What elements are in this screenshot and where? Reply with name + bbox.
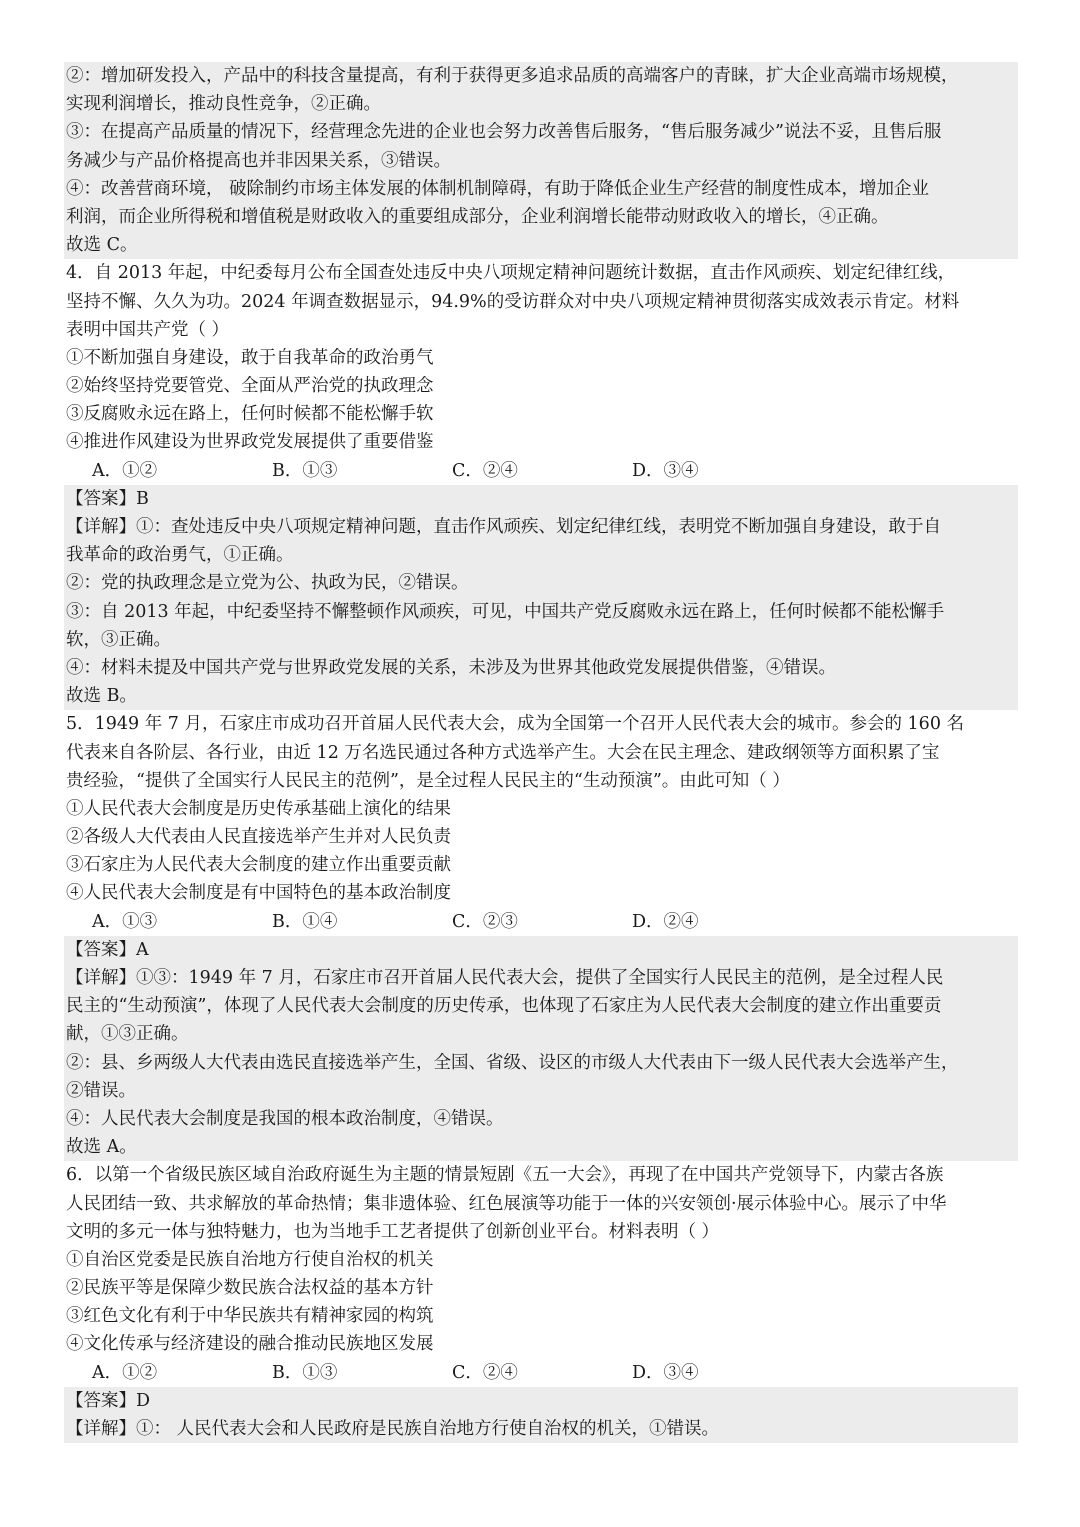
answer-options xyxy=(64,1359,1018,1387)
statement: ④推进作风建设为世界政党发展提供了重要借鉴 xyxy=(66,432,434,453)
page-content xyxy=(64,62,1018,1443)
explanation-line: 民主的“生动预演”，体现了人民代表大会制度的历史传承，也体现了石家庄为人民代表大会制度的建立作出重要贡 xyxy=(66,996,942,1017)
statement: ②各级人大代表由人民直接选举产生并对人民负责 xyxy=(66,827,451,848)
explanation-line: 故选 B。 xyxy=(66,686,137,707)
text-line: ④：改善营商环境， 破除制约市场主体发展的体制机制障碍，有助于降低企业生产经营的制度性成本，增加企业 xyxy=(66,178,930,199)
question-4 xyxy=(64,259,1018,710)
text-line: 6．以第一个省级民族区域自治政府诞生为主题的情景短剧《五一大会》，再现了在中国共产党领导下，内蒙古各族 xyxy=(66,1165,944,1186)
explanation-line: 故选 A。 xyxy=(66,1137,137,1158)
answer-block xyxy=(64,485,1018,711)
statement: ③石家庄为人民代表大会制度的建立作出重要贡献 xyxy=(66,855,451,876)
option-c: C．②④ xyxy=(452,460,518,481)
statement-list xyxy=(64,344,1018,457)
text-line: 务减少与产品价格提高也并非因果关系，③错误。 xyxy=(66,150,451,171)
explanation-line: ②：党的执政理念是立党为公、执政为民，②错误。 xyxy=(66,573,469,594)
option-b: B．①④ xyxy=(272,911,338,932)
q3-explanation-tail xyxy=(64,62,1018,259)
text-line: 文明的多元一体与独特魅力，也为当地手工艺者提供了创新创业平台。材料表明（ ） xyxy=(66,1221,720,1242)
statement: ③反腐败永远在路上，任何时候都不能松懈手软 xyxy=(66,404,434,425)
answer-options xyxy=(64,908,1018,936)
text-line: ②：增加研发投入，产品中的科技含量提高，有利于获得更多追求品质的高端客户的青睐，扩大企业高端市场规模， xyxy=(66,66,959,86)
option-b: B．①③ xyxy=(272,1362,338,1383)
explanation-line: 献，①③正确。 xyxy=(66,1024,189,1045)
explanation-line: 【详解】①： 人民代表大会和人民政府是民族自治地方行使自治权的机关，①错误。 xyxy=(66,1419,720,1439)
option-c: C．②④ xyxy=(452,1362,518,1383)
explanation-line: 软，③正确。 xyxy=(66,629,171,650)
answer-line: 【答案】B xyxy=(66,488,149,509)
statement: ④人民代表大会制度是有中国特色的基本政治制度 xyxy=(66,883,451,904)
explanation-line: ②错误。 xyxy=(66,1080,136,1101)
statement: ①人民代表大会制度是历史传承基础上演化的结果 xyxy=(66,798,451,819)
statement: ③红色文化有利于中华民族共有精神家园的构筑 xyxy=(66,1306,434,1327)
explanation-line: 【详解】①：查处违反中央八项规定精神问题，直击作风顽疾、划定纪律红线，表明党不断加强自身建设，敢于自 xyxy=(66,517,941,537)
option-a: A．①② xyxy=(92,1362,158,1383)
explanation-line: 我革命的政治勇气，①正确。 xyxy=(66,545,294,566)
option-a: A．①② xyxy=(92,460,158,481)
text-line: 5．1949 年 7 月，石家庄市成功召开首届人民代表大会，成为全国第一个召开人民代表大会的城市。参会的 160 名 xyxy=(66,714,965,735)
text-line: 4．自 2013 年起，中纪委每月公布全国查处违反中央八项规定精神问题统计数据，直击作风顽疾、划定纪律红线， xyxy=(66,263,956,284)
explanation-line: ④：人民代表大会制度是我国的根本政治制度，④错误。 xyxy=(66,1108,504,1129)
answer-line: 【答案】D xyxy=(66,1390,151,1411)
option-d: D．③④ xyxy=(632,460,699,481)
statement-list xyxy=(64,1246,1018,1359)
option-d: D．③④ xyxy=(632,1362,699,1383)
answer-block xyxy=(64,1387,1018,1443)
statement: ②始终坚持党要管党、全面从严治党的执政理念 xyxy=(66,376,434,397)
statement-list xyxy=(64,795,1018,908)
option-a: A．①③ xyxy=(92,911,158,932)
option-c: C．②③ xyxy=(452,911,518,932)
option-b: B．①③ xyxy=(272,460,338,481)
text-line: 表明中国共产党（ ） xyxy=(66,319,230,340)
answer-options xyxy=(64,457,1018,485)
explanation-line: 【详解】①③：1949 年 7 月，石家庄市召开首届人民代表大会，提供了全国实行人民民主的范例，是全过程人民 xyxy=(66,968,944,988)
text-line: 实现利润增长，推动良性竞争，②正确。 xyxy=(66,94,381,115)
text-line: 利润，而企业所得税和增值税是财政收入的重要组成部分，企业利润增长能带动财政收入的增长，④正确。 xyxy=(66,206,889,227)
statement: ④文化传承与经济建设的融合推动民族地区发展 xyxy=(66,1334,434,1355)
question-stem xyxy=(64,259,1018,344)
explanation-line: ②：县、乡两级人大代表由选民直接选举产生，全国、省级、设区的市级人大代表由下一级人民代表大会选举产生， xyxy=(66,1052,959,1073)
question-stem xyxy=(64,1161,1018,1246)
explanation-line: ③：自 2013 年起，中纪委坚持不懈整顿作风顽疾，可见，中国共产党反腐败永远在路上，任何时候都不能松懈手 xyxy=(66,601,945,622)
option-d: D．②④ xyxy=(632,911,699,932)
text-line: 坚持不懈、久久为功。2024 年调查数据显示，94.9%的受访群众对中央八项规定精神贯彻落实成效表示肯定。材料 xyxy=(66,291,960,312)
text-line: 贵经验，“提供了全国实行人民民主的范例”，是全过程人民民主的“生动预演”。由此可知（ ） xyxy=(66,770,790,791)
question-6 xyxy=(64,1161,1018,1443)
statement: ①不断加强自身建设，敢于自我革命的政治勇气 xyxy=(66,347,434,368)
text-line: 人民团结一致、共求解放的革命热情；集非遗体验、红色展演等功能于一体的兴安领创·展示体验中心。展示了中华 xyxy=(66,1193,947,1214)
text-line: 故选 C。 xyxy=(66,235,138,256)
text-line: 代表来自各阶层、各行业，由近 12 万名选民通过各种方式选举产生。大会在民主理念、建政纲领等方面积累了宝 xyxy=(66,742,940,763)
answer-block xyxy=(64,936,1018,1162)
statement: ②民族平等是保障少数民族合法权益的基本方针 xyxy=(66,1278,434,1299)
answer-line: 【答案】A xyxy=(66,939,149,960)
question-5 xyxy=(64,710,1018,1161)
statement: ①自治区党委是民族自治地方行使自治权的机关 xyxy=(66,1249,434,1270)
explanation-line: ④：材料未提及中国共产党与世界政党发展的关系，未涉及为世界其他政党发展提供借鉴，④错误。 xyxy=(66,657,836,678)
text-line: ③：在提高产品质量的情况下，经营理念先进的企业也会努力改善售后服务，“售后服务减少”说法不妥，且售后服 xyxy=(66,122,942,143)
question-stem xyxy=(64,710,1018,795)
